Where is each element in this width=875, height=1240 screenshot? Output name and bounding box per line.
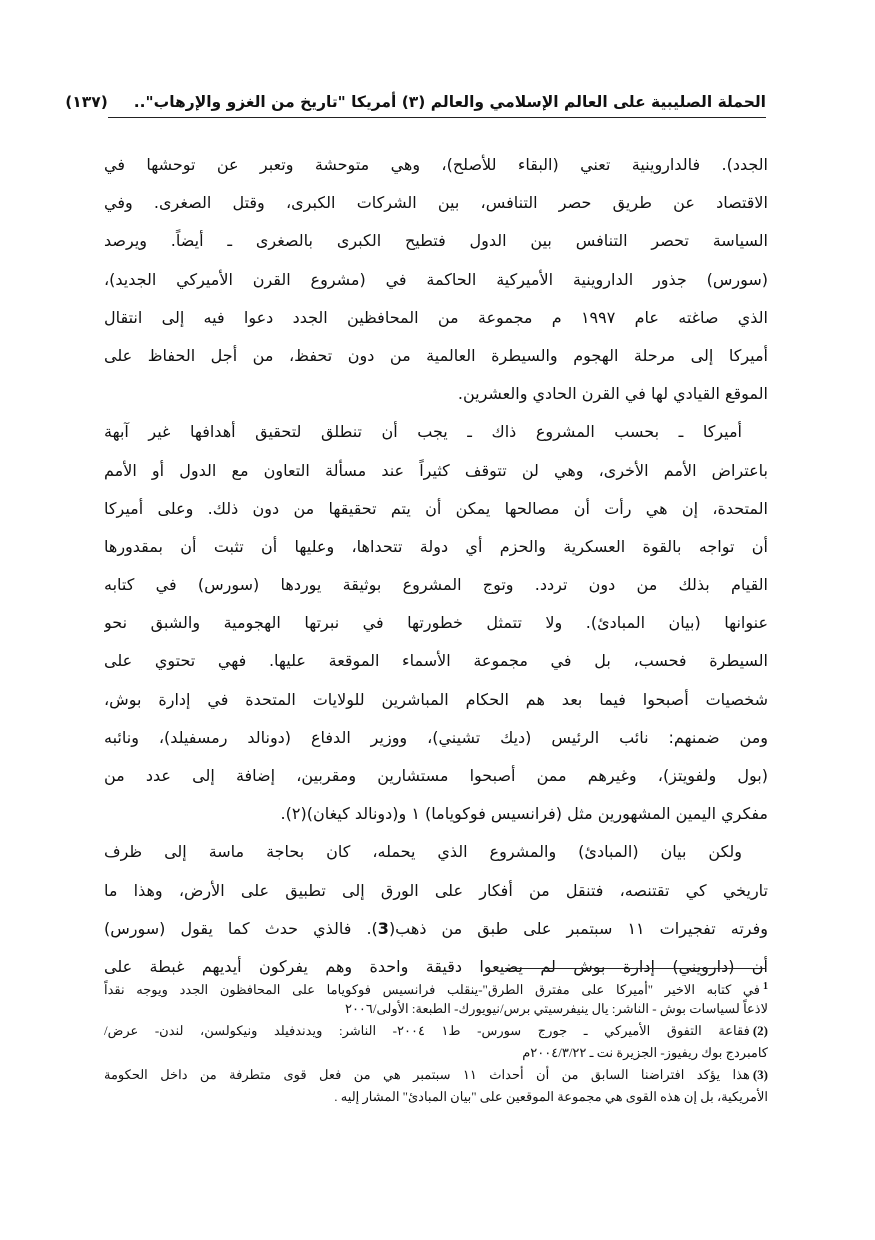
body-line-segment: ). فالذي حدث كما يقول (سورس) [104, 918, 378, 938]
footnotes [104, 976, 768, 1108]
body-line: تاريخي كي تقتنصه، فتنقل من أفكار على الورق إلى تطبيق على الأرض، وهذا ما [104, 880, 768, 900]
body-line: (بول ولفويتز)، وغيرهم ممن أصبحوا مستشارين ومقربين، إضافة إلى عدد من [104, 766, 768, 785]
footnote-text: في كتابه الاخير "أميركا على مفترق الطرق"-ينقلب فرانسيس فوكوياما على المحافظون الجدد ويوجه نقداً [104, 982, 760, 997]
body-line: شخصيات أصبحوا فيما بعد هم الحكام المباشرين للولايات المتحدة في إدارة بوش، [104, 689, 768, 709]
footnote-1 [104, 976, 768, 1020]
body-line [104, 910, 768, 948]
body-line: الذي صاغته عام ١٩٩٧ م مجموعة من المحافظين الجدد دعوا فيه إلى انتقال [104, 307, 768, 327]
body-text [104, 146, 768, 986]
footnote-reference-3[interactable]: 3 [377, 918, 389, 938]
body-line: أن (دارويني) إدارة بوش لم يضيعوا دقيقة واحدة وهم يفركون أيديهم غبطة على [104, 956, 768, 976]
footnote-line [104, 1020, 768, 1042]
body-line: أن تواجه بالقوة العسكرية والحزم أي دولة تتحداها، وعليها أن تثبت أن بمقدورها [104, 536, 768, 556]
footnote-line: لاذعاً لسياسات بوش - الناشر: يال ينيفرسيتي برس/نيويورك- الطبعة: الأولى/٢٠٠٦ [344, 1001, 768, 1016]
paragraph-start-line: أميركا ـ بحسب المشروع ذاك ـ يجب أن تنطلق لتحقيق أهدافها غير آبهة [104, 422, 742, 442]
body-line: أميركا إلى مرحلة الهجوم والسيطرة العالمية من دون تحفظ، من أجل الحفاظ على [104, 345, 768, 365]
footnote-line: الأمريكية، بل إن هذه القوى هي مجموعة الموقعين على "بيان المبادئ" المشار إليه . [334, 1089, 768, 1104]
running-header [65, 88, 766, 116]
body-line: مفكري اليمين المشهورين مثل (فرانسيس فوكوياما) ١ و(دونالد كيغان)(٢). [280, 804, 768, 824]
body-line: ومن ضمنهم: نائب الرئيس (ديك تشيني)، ووزير الدفاع (دونالد رمسفيلد)، ونائبه [104, 727, 768, 747]
body-line: عنوانها (بيان المبادئ). ولا تتمثل خطورتها في نبرتها الهجومية والشبق نحو [104, 613, 768, 633]
body-line: (سورس) جذور الداروينية الأميركية الحاكمة في (مشروع القرن الأميركي الجديد)، [104, 269, 768, 289]
footnote-separator [505, 968, 765, 969]
header-divider [108, 117, 766, 118]
body-line: القيام بذلك من دون تردد. وتوج المشروع بوثيقة يوردها (سورس) في كتابه [104, 575, 768, 595]
header-title: الحملة الصليبية على العالم الإسلامي والعالم (٣) أمريكا "تاريخ من الغزو والإرهاب".. [133, 93, 766, 111]
footnote-text: فقاعة التفوق الأميركي ـ جورج سورس- ط١ ٢٠٠٤- الناشر: ويدندفيلد ونيكولسن، لندن- عرض/ [104, 1023, 750, 1038]
body-line-segment: وفرته تفجيرات ١١ سبتمبر على طبق من ذهب( [388, 918, 768, 938]
page-number: (١٣٧) [65, 93, 108, 111]
footnote-marker: (3) [752, 1067, 768, 1082]
body-line: المتحدة، إن هي رأت أن مصالحها يمكن أن يتم تحقيقها من دون ذلك. وعلى أميركا [104, 498, 768, 518]
footnote-marker: 1 [763, 981, 768, 992]
footnote-2 [104, 1020, 768, 1064]
footnote-line [104, 976, 768, 998]
paragraph-start-line: ولكن بيان (المبادئ) والمشروع الذي يحمله، كان بحاجة ماسة إلى ظرف [104, 842, 742, 862]
body-line: الجدد). فالداروينية تعني (البقاء للأصلح)، وهي متوحشة وتعبر عن توحشها في [104, 155, 768, 174]
footnote-line [104, 1064, 768, 1086]
body-line: السياسة تحصر التنافس بين الدول فتطيح الكبرى بالصغرى ـ أيضاً. ويرصد [104, 231, 768, 251]
footnote-line: كامبردج بوك ريفيوز- الجزيرة نت ـ ٢٠٠٤/٣/٢٢م [522, 1045, 768, 1060]
footnote-marker: (2) [752, 1023, 768, 1038]
body-line: الاقتصاد عن طريق حصر التنافس، بين الشركات الكبرى، وقتل الصغرى. وفي [104, 193, 768, 213]
footnote-text: هذا يؤكد افتراضنا السابق من أن أحداث ١١ سبتمبر هي من فعل قوى متطرفة من داخل الحكومة [104, 1067, 750, 1082]
body-line: السيطرة فحسب، بل في مجموعة الأسماء الموقعة عليها. فهي تحتوي على [104, 651, 768, 671]
body-line: الموقع القيادي لها في القرن الحادي والعشرين. [457, 384, 768, 404]
body-line: باعتراض الأمم الأخرى، وهي لن تتوقف كثيراً عند مسألة التعاون مع الدول أو الأمم [104, 460, 768, 480]
footnote-3 [104, 1064, 768, 1108]
